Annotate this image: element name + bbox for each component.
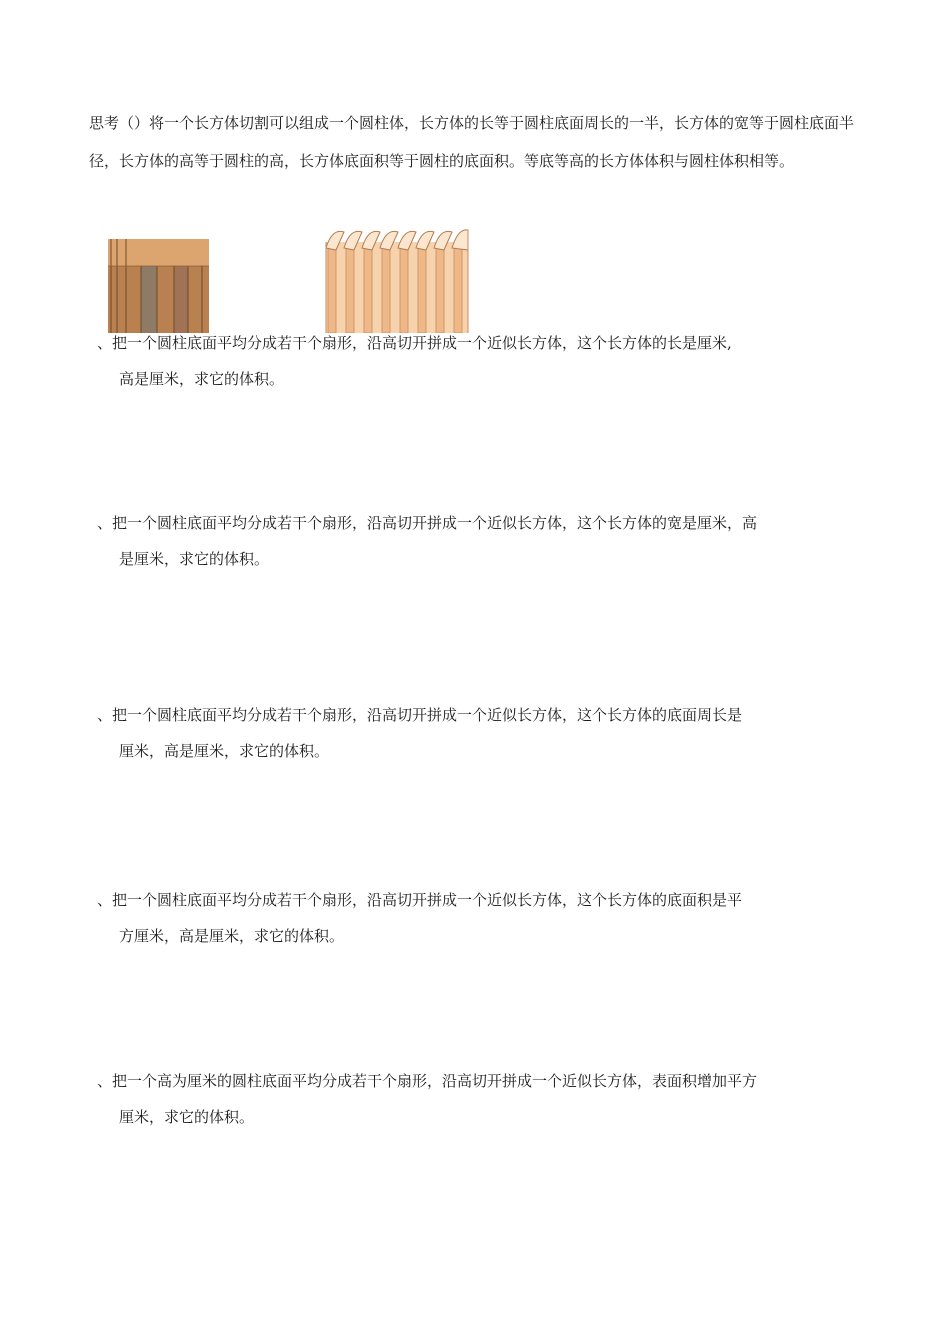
question-1 <box>97 325 857 397</box>
question-3-line-2: 厘米，高是厘米，求它的体积。 <box>119 742 330 760</box>
question-2 <box>97 505 857 577</box>
question-4-line-1: 、把一个圆柱底面平均分成若干个扇形，沿高切开拼成一个近似长方体，这个长方体的底面积是平 <box>97 891 743 909</box>
question-3-line-1: 、把一个圆柱底面平均分成若干个扇形，沿高切开拼成一个近似长方体，这个长方体的底面周长是 <box>97 706 743 724</box>
question-3 <box>97 697 857 769</box>
intro-paragraph: 思考（）将一个长方体切割可以组成一个圆柱体，长方体的长等于圆柱底面周长的一半，长方体的宽等于圆柱底面半径，长方体的高等于圆柱的高，长方体底面积等于圆柱的底面积。等底等高的长方体体积与圆柱体积相等。 <box>89 114 855 170</box>
question-2-line-1: 、把一个圆柱底面平均分成若干个扇形，沿高切开拼成一个近似长方体，这个长方体的宽是厘米，高 <box>97 514 758 532</box>
question-5-line-2: 厘米，求它的体积。 <box>119 1108 255 1126</box>
question-1-line-2: 高是厘米，求它的体积。 <box>119 370 285 388</box>
question-4-line-2: 方厘米，高是厘米，求它的体积。 <box>119 927 345 945</box>
cylinder-wedges-figure-icon <box>322 226 472 333</box>
question-1-line-1: 、把一个圆柱底面平均分成若干个扇形，沿高切开拼成一个近似长方体，这个长方体的长是厘米, <box>97 334 732 352</box>
question-5-line-1: 、把一个高为厘米的圆柱底面平均分成若干个扇形，沿高切开拼成一个近似长方体，表面积增加平方 <box>97 1072 758 1090</box>
cuboid-strips-figure-icon <box>108 239 209 333</box>
question-5 <box>97 1063 857 1135</box>
question-4 <box>97 882 857 954</box>
question-2-line-2: 是厘米，求它的体积。 <box>119 550 270 568</box>
